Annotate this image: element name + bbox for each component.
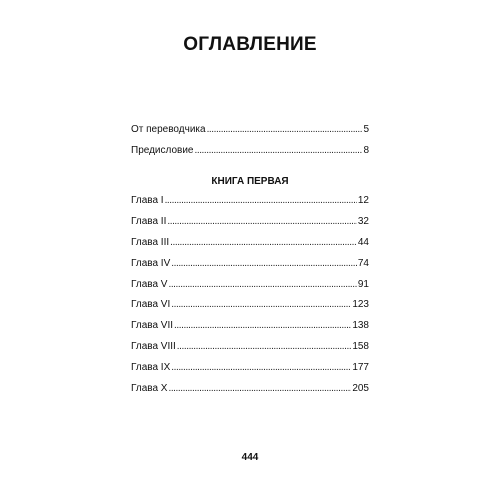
- page-title: ОГЛАВЛЕНИЕ: [183, 34, 317, 55]
- toc-entry-chapter-6: [131, 298, 369, 319]
- toc-entry-label: Глава VII: [131, 320, 174, 332]
- toc-entry-preface: [131, 144, 369, 165]
- toc-entry-label: Глава V: [131, 278, 168, 290]
- toc-entry-page: 12: [357, 195, 369, 206]
- dot-leader: [165, 194, 357, 207]
- dot-leader: [171, 361, 351, 374]
- toc-entry-page: 177: [352, 362, 369, 374]
- dot-leader: [168, 382, 351, 395]
- page-number: 444: [241, 452, 259, 463]
- chapters-list: [131, 194, 369, 403]
- toc-entry-page: 8: [363, 145, 369, 156]
- toc-entry-page: 158: [352, 341, 369, 353]
- toc-entry-chapter-5: [131, 278, 369, 299]
- toc-entry-page: 205: [352, 383, 369, 395]
- front-matter-list: [131, 123, 369, 165]
- dot-leader: [194, 144, 362, 157]
- toc-entry-label: От переводчика: [131, 124, 206, 135]
- dot-leader: [167, 215, 357, 228]
- toc-entry-chapter-8: [131, 340, 369, 361]
- toc-entry-page: 91: [357, 278, 369, 290]
- toc-entry-label: Предисловие: [131, 145, 194, 156]
- toc-entry-chapter-1: [131, 194, 369, 215]
- toc-entry-label: Глава I: [131, 195, 164, 206]
- toc-entry-page: 44: [357, 236, 369, 248]
- toc-entry-page: 32: [357, 215, 369, 227]
- toc-entry-page: 74: [357, 257, 369, 269]
- toc-entry-label: Глава III: [131, 236, 170, 248]
- toc-entry-chapter-9: [131, 361, 369, 382]
- toc-entry-from-translator: [131, 123, 369, 144]
- dot-leader: [207, 123, 363, 136]
- toc-entry-label: Глава X: [131, 383, 168, 395]
- toc-entry-label: Глава VI: [131, 299, 171, 311]
- toc-entry-chapter-7: [131, 319, 369, 340]
- toc-entry-label: Глава II: [131, 215, 167, 227]
- toc-entry-label: Глава VIII: [131, 341, 176, 353]
- dot-leader: [174, 319, 351, 332]
- dot-leader: [168, 278, 356, 291]
- section-heading: КНИГА ПЕРВАЯ: [211, 176, 289, 187]
- toc-entry-chapter-4: [131, 257, 369, 278]
- dot-leader: [171, 298, 351, 311]
- toc-entry-label: Глава IX: [131, 362, 171, 374]
- toc-entry-chapter-3: [131, 236, 369, 257]
- dot-leader: [171, 257, 357, 270]
- toc-entry-chapter-2: [131, 215, 369, 236]
- dot-leader: [170, 236, 357, 249]
- toc-entry-label: Глава IV: [131, 257, 171, 269]
- toc-entry-page: 123: [352, 299, 369, 311]
- toc-entry-chapter-10: [131, 382, 369, 403]
- toc-entry-page: 138: [352, 320, 369, 332]
- toc-entry-page: 5: [363, 124, 369, 135]
- dot-leader: [177, 340, 352, 353]
